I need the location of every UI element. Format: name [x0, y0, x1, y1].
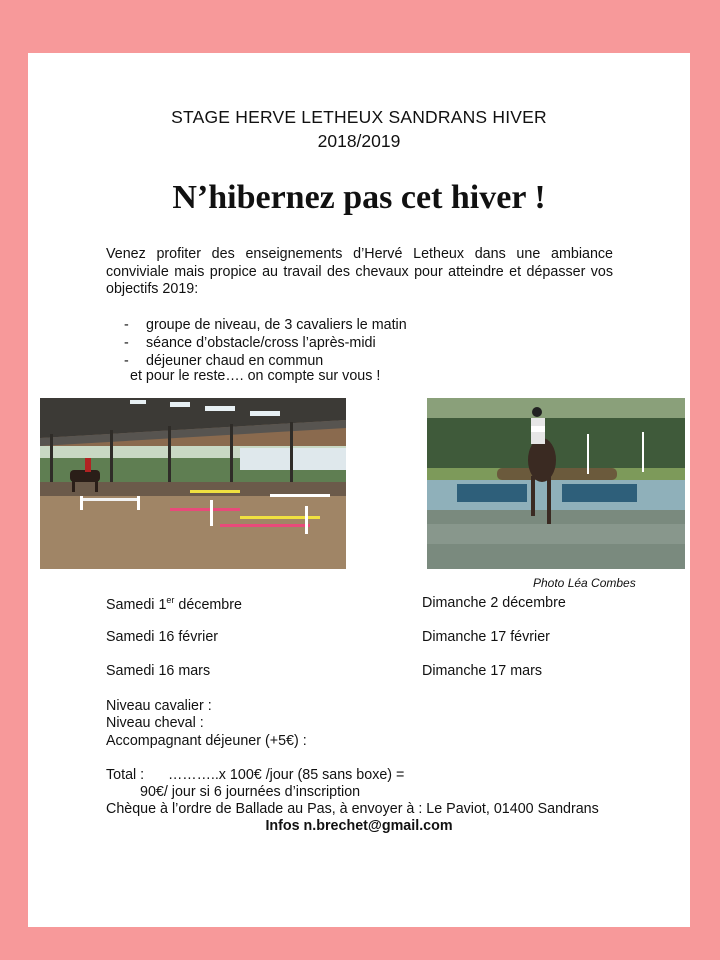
bullet-list: [124, 316, 407, 370]
date-text: décembre: [174, 596, 242, 613]
date-text: Samedi 1: [106, 596, 167, 613]
bullet-item: [124, 334, 407, 352]
title-line-1: STAGE HERVE LETHEUX SANDRANS HIVER: [171, 107, 547, 127]
date-sunday-1: Dimanche 2 décembre: [422, 595, 566, 611]
contact-email: Infos n.brechet@gmail.com: [265, 818, 453, 834]
discount-line: 90€/ jour si 6 journées d’inscription: [140, 784, 361, 800]
bullet-marker: -: [124, 353, 129, 369]
bullet-text: déjeuner chaud en commun: [146, 353, 324, 369]
title-line-2: 2018/2019: [317, 131, 401, 151]
bullet-item: [124, 316, 407, 334]
flyer-page: [28, 53, 690, 927]
date-saturday-1: [106, 595, 242, 613]
bullet-marker: -: [124, 335, 129, 351]
bullet-text: séance d’obstacle/cross l’après-midi: [146, 335, 376, 351]
date-saturday-2: Samedi 16 février: [106, 629, 219, 645]
total-line: Total : ………..x 100€ /jour (85 sans boxe) =: [106, 767, 405, 783]
niveau-cavalier-label: Niveau cavalier :: [106, 698, 212, 714]
intro-paragraph: Venez profiter des enseignements d’Hervé Letheux dans une ambiance conviviale mais propice au travail des chevaux pour atteindre et dépasser vos objectifs 2019:: [106, 246, 613, 297]
ordinal-suffix: er: [166, 595, 175, 605]
date-sunday-3: Dimanche 17 mars: [422, 663, 542, 679]
cross-country-photo: [427, 398, 685, 569]
indoor-arena-photo: [40, 398, 346, 569]
bullet-marker: -: [124, 317, 129, 333]
niveau-cheval-label: Niveau cheval :: [106, 715, 204, 731]
bullet-text: groupe de niveau, de 3 cavaliers le matin: [146, 317, 407, 333]
photo-credit: Photo Léa Combes: [533, 576, 636, 590]
date-saturday-3: Samedi 16 mars: [106, 663, 211, 679]
date-sunday-2: Dimanche 17 février: [422, 629, 550, 645]
accompagnant-label: Accompagnant déjeuner (+5€) :: [106, 733, 307, 749]
cheque-line: Chèque à l’ordre de Ballade au Pas, à envoyer à : Le Paviot, 01400 Sandrans: [106, 801, 599, 817]
closing-line: et pour le reste…. on compte sur vous !: [130, 368, 381, 384]
headline: N’hibernez pas cet hiver !: [172, 179, 546, 216]
